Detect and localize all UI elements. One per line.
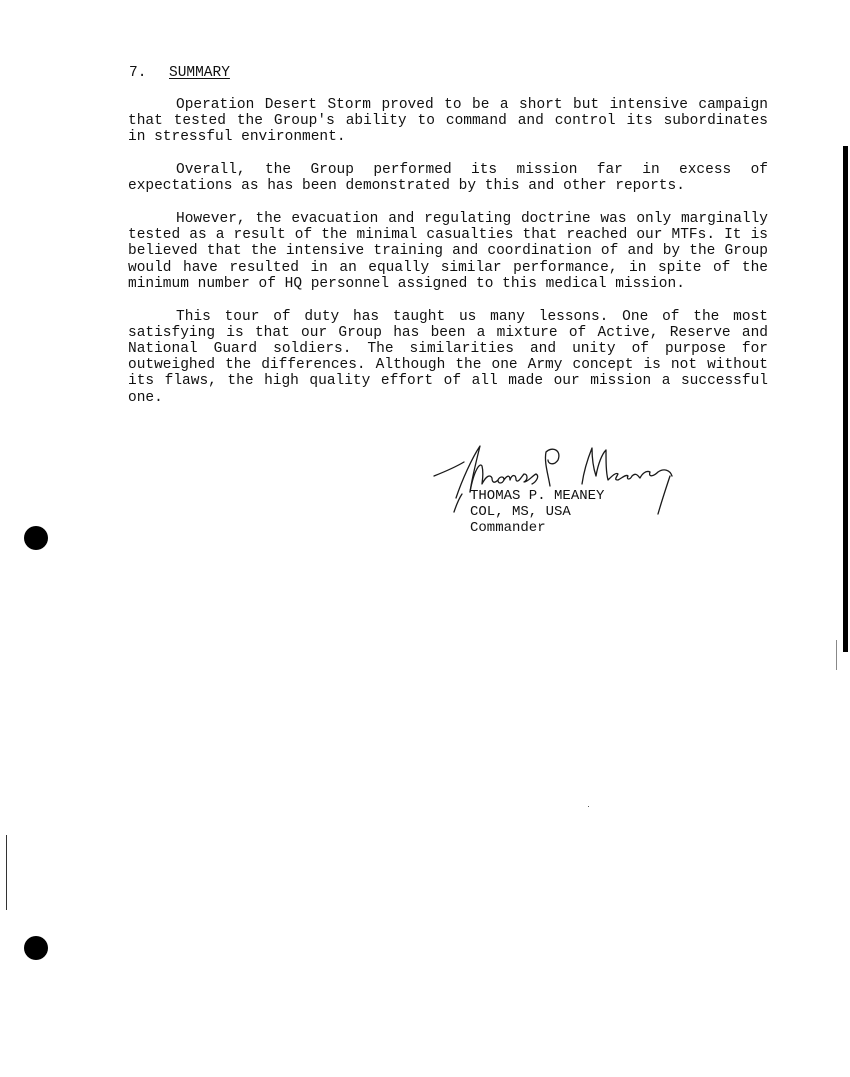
signatory-name: THOMAS P. MEANEY: [470, 488, 605, 504]
signatory-role: Commander: [470, 520, 546, 536]
scan-edge-left: [6, 835, 7, 910]
paragraph-campaign: Operation Desert Storm proved to be a short but intensive campaign that tested the Group's ability to command and control its subordinates in stressful environment.: [128, 97, 768, 146]
summary-body: [128, 97, 768, 422]
scan-speck: [588, 806, 589, 807]
punch-hole-bottom: [24, 936, 48, 960]
punch-hole-top: [24, 526, 48, 550]
section-heading: [129, 64, 230, 82]
scan-edge-right: [843, 146, 848, 652]
paragraph-doctrine: However, the evacuation and regulating doctrine was only marginally tested as a result of the minimal casualties that reached our MTFs. It is believed that the intensive training and coordination of and by the Group would have resulted in an equally similar performance, in spite of the minimum number of HQ personnel assigned to this medical mission.: [128, 211, 768, 292]
section-title: SUMMARY: [169, 65, 230, 81]
section-number: 7.: [129, 65, 147, 81]
scan-edge-right-faint: [836, 640, 837, 670]
paragraph-lessons: This tour of duty has taught us many lessons. One of the most satisfying is that our Group has been a mixture of Active, Reserve and National Guard soldiers. The similarities and unity of purpose for outweighed the differences. Although the one Army concept is not without its flaws, the high quality effort of all made our mission a successful one.: [128, 308, 768, 406]
signatory-rank: COL, MS, USA: [470, 504, 571, 520]
paragraph-performance: Overall, the Group performed its mission far in excess of expectations as has been demonstrated by this and other reports.: [128, 162, 768, 195]
signature-block: [470, 488, 604, 536]
